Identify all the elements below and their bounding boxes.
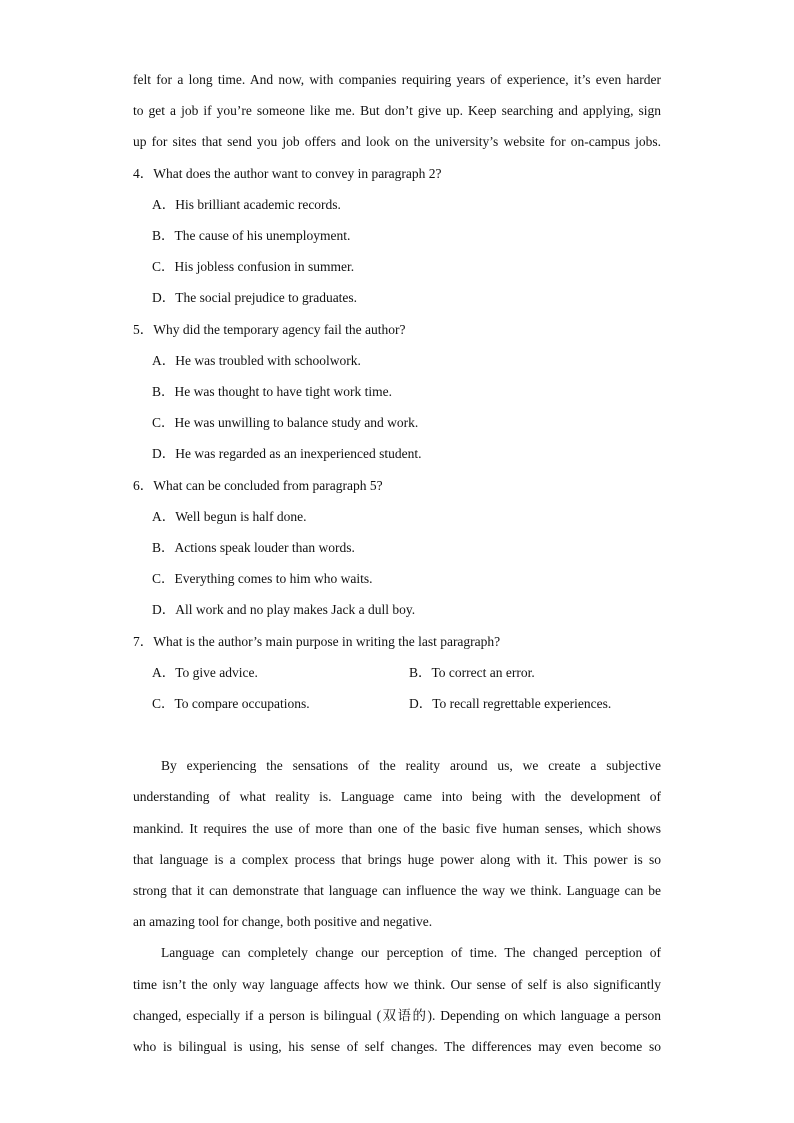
option-c: C．His jobless confusion in summer. [152, 259, 355, 275]
option-a: A．Well begun is half done. [152, 508, 307, 524]
question-7 [133, 626, 661, 720]
text-line: that language is a complex process that brings huge power along with it. This power is so [133, 851, 661, 867]
text-line: understanding of what reality is. Language came into being with the development of [133, 789, 661, 805]
passage2-paragraph-1 [133, 750, 661, 937]
option-a: A．His brilliant academic records. [152, 196, 341, 212]
text-line: an amazing tool for change, both positive and negative. [133, 914, 433, 930]
text-line: felt for a long time. And now, with companies requiring years of experience, it’s even harder [133, 72, 661, 87]
question-5 [133, 314, 661, 470]
option-a: A．To give advice. [152, 664, 258, 680]
text-line: time isn’t the only way language affects how we think. Our sense of self is also significantly [133, 976, 661, 992]
option-b: B．He was thought to have tight work time. [152, 384, 392, 400]
question-stem: 6．What can be concluded from paragraph 5? [133, 477, 383, 493]
text-line: mankind. It requires the use of more than one of the basic five human senses, which shows [133, 820, 661, 836]
option-c: C．He was unwilling to balance study and work. [152, 415, 419, 431]
question-6 [133, 470, 661, 626]
option-a: A．He was troubled with schoolwork. [152, 352, 361, 368]
option-c: C．To compare occupations. [152, 696, 310, 712]
option-b: B．Actions speak louder than words. [152, 540, 355, 556]
text-line: By experiencing the sensations of the reality around us, we create a subjective [161, 758, 661, 774]
question-stem: 5．Why did the temporary agency fail the author? [133, 321, 406, 337]
option-c: C．Everything comes to him who waits. [152, 571, 373, 587]
options-row [133, 657, 661, 688]
option-b: B．The cause of his unemployment. [152, 228, 351, 244]
spacer [133, 719, 661, 750]
text-line: strong that it can demonstrate that language can influence the way we think. Language can be [133, 883, 661, 899]
question-stem: 4．What does the author want to convey in paragraph 2? [133, 165, 442, 181]
document-page [133, 64, 661, 1062]
options-row [133, 688, 661, 719]
text-line: Language can completely change our perception of time. The changed perception of [161, 945, 661, 961]
option-b: B．To correct an error. [409, 664, 535, 680]
option-d: D．He was regarded as an inexperienced student. [152, 446, 422, 462]
question-stem: 7．What is the author’s main purpose in writing the last paragraph? [133, 633, 501, 649]
text-line: up for sites that send you job offers and look on the university’s website for on-campus jobs. [133, 134, 661, 150]
passage1-tail [133, 64, 661, 158]
option-d: D．All work and no play makes Jack a dull boy. [152, 602, 416, 618]
text-line: to get a job if you’re someone like me. But don’t give up. Keep searching and applying, sign [133, 103, 661, 119]
text-line: changed, especially if a person is bilingual (双语的). Depending on which language a person [133, 1007, 661, 1023]
option-d: D．To recall regrettable experiences. [409, 696, 612, 712]
passage2-paragraph-2 [133, 937, 661, 1062]
question-4 [133, 158, 661, 314]
text-line: who is bilingual is using, his sense of self changes. The differences may even become so [133, 1039, 661, 1055]
option-d: D．The social prejudice to graduates. [152, 290, 358, 306]
